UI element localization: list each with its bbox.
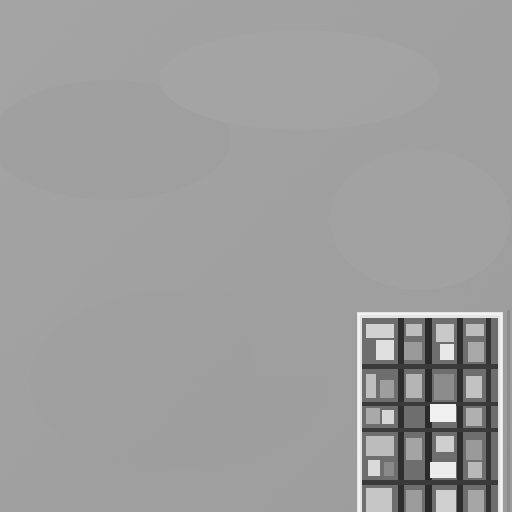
fence-line: [507, 310, 510, 512]
roof-grid: [362, 318, 498, 512]
walled-compound: [357, 312, 503, 512]
